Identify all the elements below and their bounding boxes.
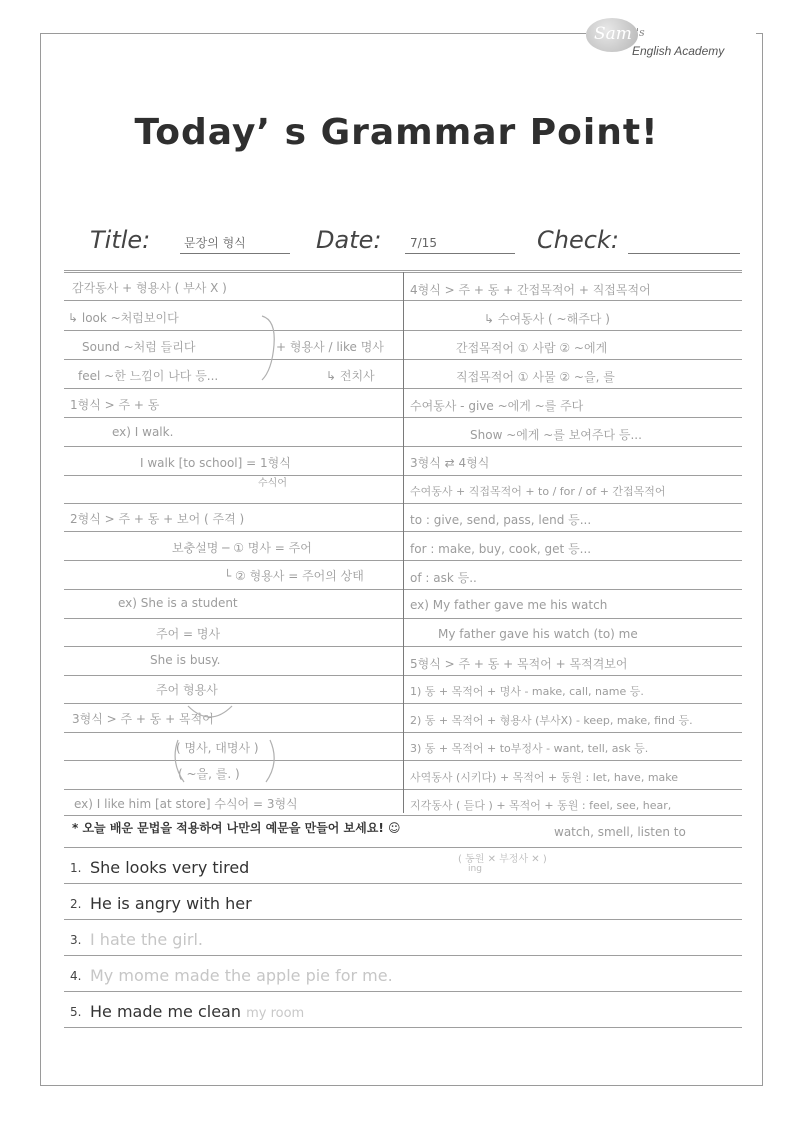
left-note: 2형식 > 주 + 동 + 보어 ( 주격 )	[70, 512, 245, 526]
left-note: 보충설명 ─ ① 명사 = 주어	[172, 541, 312, 555]
right-note: 4형식 > 주 + 동 + 간접목적어 + 직접목적어	[410, 283, 651, 297]
left-note: 수식어	[258, 478, 287, 489]
left-note: 3형식 > 주 + 동 + 목적어	[72, 712, 214, 726]
left-note: ex) I walk.	[112, 425, 174, 439]
example-number: 1.	[70, 861, 82, 875]
right-note: My father gave his watch (to) me	[438, 627, 638, 641]
date-value: 7/15	[410, 236, 437, 250]
title-label: Title:	[90, 226, 151, 254]
example-sentence	[90, 1002, 304, 1021]
example-sentence-faint: my room	[246, 1006, 305, 1021]
left-note: ( 명사, 대명사 )	[176, 741, 259, 755]
right-note: for : make, buy, cook, get 등...	[410, 542, 592, 556]
right-note: ↳ 수여동사 ( ~해주다 )	[484, 312, 610, 326]
page-title: Today’ s Grammar Point!	[134, 112, 659, 153]
left-note: ( ~을, 를. )	[178, 767, 240, 781]
right-note: 2) 동 + 목적어 + 형용사 (부사X) - keep, make, find 등.	[410, 714, 693, 727]
left-note: 1형식 > 주 + 동	[70, 398, 160, 412]
example-number: 5.	[70, 1005, 82, 1019]
right-note: to : give, send, pass, lend 등...	[410, 513, 592, 527]
left-note: 주어 = 명사	[156, 627, 221, 641]
right-note: of : ask 등..	[410, 571, 477, 585]
left-note: 주어 형용사	[156, 683, 218, 697]
example-sentence: I hate the girl.	[90, 930, 204, 949]
right-note: 수여동사 + 직접목적어 + to / for / of + 간접목적어	[410, 485, 666, 498]
example-sentence: She looks very tired	[90, 858, 250, 877]
date-label: Date:	[316, 226, 382, 254]
left-note: ↳ look ~처럼보이다	[68, 311, 179, 325]
left-note: ex) I like him [at store] 수식어 = 3형식	[74, 797, 298, 811]
right-note: 지각동사 ( 듣다 ) + 목적어 + 동원 : feel, see, hear,	[410, 799, 672, 812]
logo-suffix: 's	[636, 26, 645, 39]
left-note: I walk [to school] = 1형식	[140, 456, 291, 470]
example-sentence: My mome made the apple pie for me.	[90, 966, 393, 985]
right-note: 간접목적어 ① 사람 ② ~에게	[456, 341, 608, 355]
left-note: Sound ~처럼 들리다	[82, 340, 196, 354]
title-value: 문장의 형식	[184, 236, 246, 250]
example-sentence-main: He made me clean	[90, 1002, 241, 1021]
practice-instruction: * 오늘 배운 문법을 적용하여 나만의 예문을 만들어 보세요! ☺	[72, 821, 401, 835]
left-note: 감각동사 + 형용사 ( 부사 X )	[72, 281, 227, 295]
right-note: 사역동사 (시키다) + 목적어 + 동원 : let, have, make	[410, 771, 679, 784]
example-number: 3.	[70, 933, 82, 947]
example-sentence: He is angry with her	[90, 894, 252, 913]
left-note: └ ② 형용사 = 주어의 상태	[224, 569, 364, 583]
left-note: ex) She is a student	[118, 596, 238, 610]
example-number: 2.	[70, 897, 82, 911]
example-number: 4.	[70, 969, 82, 983]
right-note: 5형식 > 주 + 동 + 목적어 + 목적격보어	[410, 657, 628, 671]
right-note: watch, smell, listen to	[554, 825, 686, 839]
left-note: She is busy.	[150, 653, 221, 667]
left-side-note: + 형용사 / like 명사	[276, 340, 384, 354]
right-note: 3형식 ⇄ 4형식	[410, 456, 490, 470]
left-side-note: ↳ 전치사	[326, 369, 375, 383]
right-note: ing	[468, 864, 482, 874]
right-note: ( 동원 ✕ 부정사 ✕ )	[458, 854, 547, 865]
right-note: 직접목적어 ① 사물 ② ~을, 를	[456, 370, 615, 384]
right-note: 1) 동 + 목적어 + 명사 - make, call, name 등.	[410, 685, 644, 698]
logo-brand: Sam	[594, 24, 632, 44]
check-label: Check:	[537, 226, 619, 254]
right-note: 수여동사 - give ~에게 ~를 주다	[410, 399, 584, 413]
right-note: 3) 동 + 목적어 + to부정사 - want, tell, ask 등.	[410, 742, 649, 755]
left-note: feel ~한 느낌이 나다 등...	[78, 369, 219, 383]
logo-academy: English Academy	[632, 44, 725, 58]
right-note: ex) My father gave me his watch	[410, 598, 608, 612]
right-note: Show ~에게 ~를 보여주다 등...	[470, 428, 642, 442]
